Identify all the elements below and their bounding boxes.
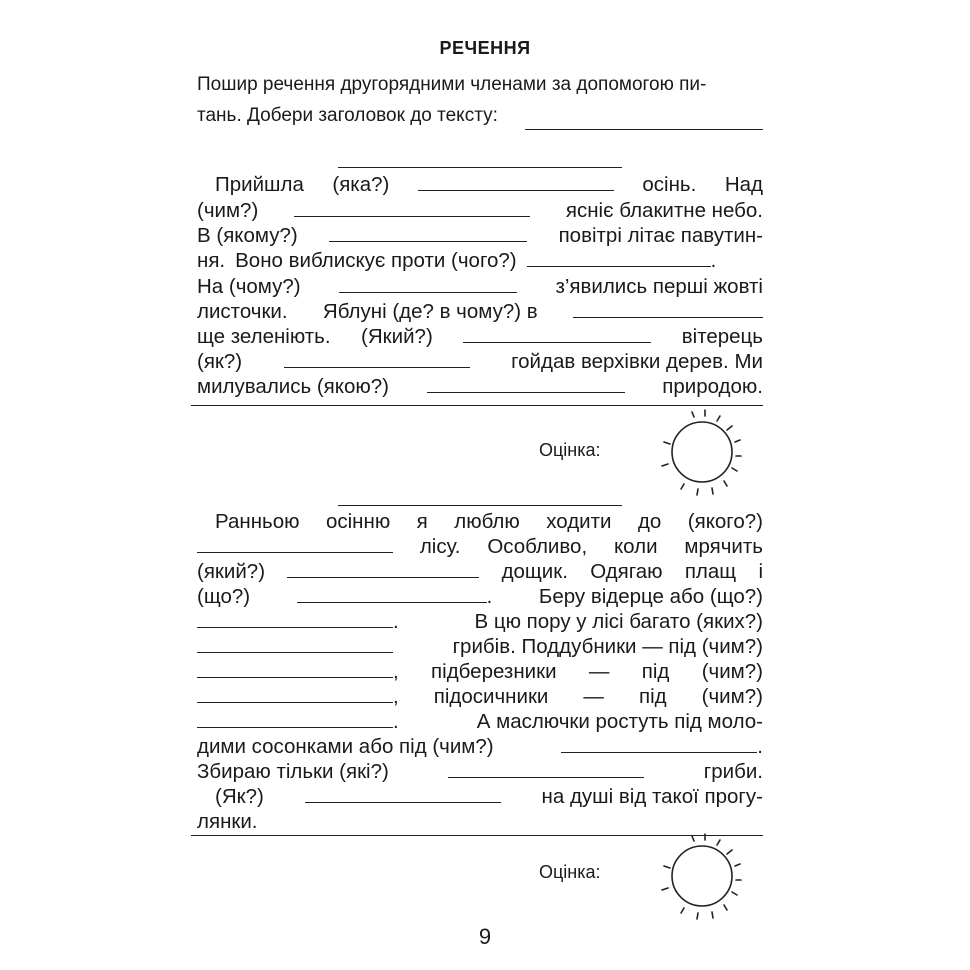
answer-blank[interactable] xyxy=(339,275,517,293)
page-number: 9 xyxy=(478,924,492,949)
answer-blank[interactable] xyxy=(287,560,479,578)
answer-blank[interactable] xyxy=(197,660,393,678)
text2-line-8: , підосичники — під (чим?) xyxy=(197,685,763,709)
text1-line-4: ня. Воно виблискує проти (чого?) . xyxy=(197,249,717,272)
answer-blank[interactable] xyxy=(418,173,614,191)
answer-blank[interactable] xyxy=(294,199,530,217)
sun-icon xyxy=(650,832,746,928)
answer-blank[interactable] xyxy=(197,535,393,553)
answer-blank[interactable] xyxy=(305,785,501,803)
sun-icon xyxy=(650,408,746,504)
text2-line-11: Збираю тільки (які?) гриби. xyxy=(197,760,763,783)
text1-line-1: Прийшла (яка?) осінь. Над xyxy=(215,173,763,196)
grade-label-2: Оцінка: xyxy=(539,862,601,882)
text1-line-5: На (чому?) з’явились перші жовті xyxy=(197,275,763,298)
text1-line-6: листочки. Яблуні (де? в чому?) в xyxy=(197,300,763,324)
text2-line-1: Ранньою осінню я люблю ходити до (якого?) xyxy=(215,510,763,533)
text2-line-13: лянки. xyxy=(197,810,258,833)
title-blank-2[interactable] xyxy=(338,505,622,506)
answer-blank[interactable] xyxy=(561,735,757,753)
text2-line-2: лісу. Особливо, коли мрячить xyxy=(197,535,763,559)
answer-blank[interactable] xyxy=(197,610,393,628)
answer-blank[interactable] xyxy=(284,350,470,368)
text1-line-7: ще зеленіють. (Який?) вітерець xyxy=(197,325,763,348)
answer-blank[interactable] xyxy=(329,224,527,242)
instruction-line-1: Пошир речення другорядними членами за допомогою пи- xyxy=(197,74,707,95)
text2-line-10: дими сосонками або під (чим?) . xyxy=(197,735,763,758)
text1-answer-line[interactable] xyxy=(191,405,763,406)
answer-blank[interactable] xyxy=(463,325,651,343)
text2-line-5: . В цю пору у лісі багато (яких?) xyxy=(197,610,763,634)
answer-blank[interactable] xyxy=(197,685,393,703)
text2-line-12: (Як?) на душі від такої прогу- xyxy=(215,785,763,808)
text2-line-9: . А маслючки ростуть під моло- xyxy=(197,710,763,734)
text2-line-4: (що?) . Беру відерце або (що?) xyxy=(197,585,763,608)
answer-blank[interactable] xyxy=(297,585,487,603)
text1-line-2: (чим?) ясніє блакитне небо. xyxy=(197,199,763,222)
answer-blank[interactable] xyxy=(427,375,625,393)
title-blank-1[interactable] xyxy=(338,167,622,168)
answer-blank[interactable] xyxy=(448,760,644,778)
answer-blank[interactable] xyxy=(527,249,711,267)
text2-line-3: (який?) дощик. Одягаю плащ і xyxy=(197,560,763,583)
text1-line-3: В (якому?) повітрі літає павутин- xyxy=(197,224,763,247)
instruction-line-2: тань. Добери заголовок до тексту: xyxy=(197,105,498,126)
page-title: РЕЧЕННЯ xyxy=(439,38,531,58)
answer-blank[interactable] xyxy=(197,710,393,728)
answer-blank[interactable] xyxy=(573,300,763,318)
text1-line-9: милувались (якою?) природою. xyxy=(197,375,763,398)
text1-line-8: (як?) гойдав верхівки дерев. Ми xyxy=(197,350,763,373)
text2-line-6: грибів. Поддубники — під (чим?) xyxy=(197,635,763,659)
grade-label-1: Оцінка: xyxy=(539,440,601,460)
instruction-answer-line[interactable] xyxy=(525,129,763,130)
answer-blank[interactable] xyxy=(197,635,393,653)
text2-line-7: , підберезники — під (чим?) xyxy=(197,660,763,684)
